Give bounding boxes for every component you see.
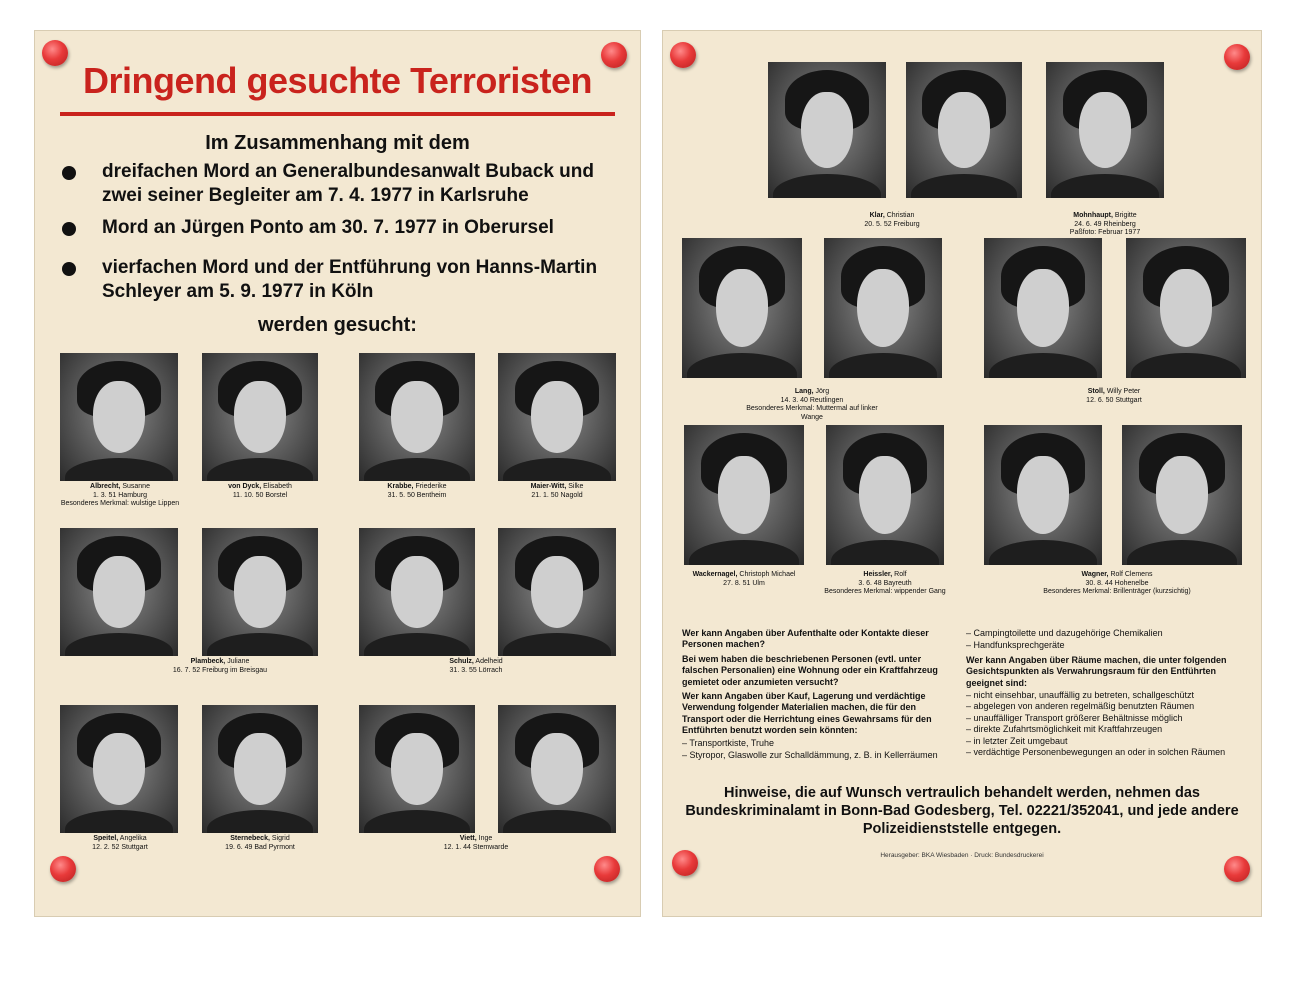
portrait-photo: [202, 353, 318, 481]
person-caption: Wackernagel, Christoph Michael 27. 8. 51 Ulm: [692, 571, 796, 587]
portrait-photo: [682, 238, 802, 378]
publisher-line: Herausgeber: BKA Wiesbaden · Druck: Bundesdruckerei: [880, 852, 1044, 859]
pushpin-icon: [594, 856, 620, 882]
portrait-photo: [1122, 425, 1242, 565]
left-poster-page: [34, 30, 641, 917]
crime-item-2: Mord an Jürgen Ponto am 30. 7. 1977 in Oberursel: [102, 217, 554, 238]
portrait-photo: [359, 528, 475, 656]
intro-text: Im Zusammenhang mit dem: [205, 132, 470, 154]
portrait-photo: [984, 238, 1102, 378]
portrait-photo: [60, 705, 178, 833]
pushpin-icon: [670, 42, 696, 68]
portrait-photo: [1046, 62, 1164, 198]
person-caption: Krabbe, Friederike 31. 5. 50 Bentheim: [387, 483, 447, 499]
bullet-icon: [62, 262, 76, 276]
person-caption: Wagner, Rolf Clemens 30. 8. 44 Hohenelbe Besonderes Merkmal: Brillenträger (kurzsichtig): [1043, 571, 1191, 595]
person-caption: Albrecht, Susanne 1. 3. 51 Hamburg Besonderes Merkmal: wulstige Lippen: [60, 483, 180, 507]
pushpin-icon: [50, 856, 76, 882]
person-caption: Maier-Witt, Silke 21. 1. 50 Nagold: [530, 483, 584, 499]
portrait-photo: [498, 705, 616, 833]
person-caption: Klar, Christian 20. 5. 52 Freiburg: [864, 212, 920, 228]
person-caption: Speitel, Angelika 12. 2. 52 Stuttgart: [92, 835, 148, 851]
portrait-photo: [60, 353, 178, 481]
person-caption: Heissler, Rolf 3. 6. 48 Bayreuth Besonderes Merkmal: wippender Gang: [824, 571, 946, 595]
bullet-icon: [62, 222, 76, 236]
portrait-photo: [826, 425, 944, 565]
questions-column-right: – Campingtoilette und dazugehörige Chemikalien – Handfunksprechgeräte Wer kann Angaben über Räume machen, die unter folgenden Gesichtspunkten als Verwahrungsraum für den Entführten geeignet sind: – nicht einsehbar, unauffällig zu betreten, schallgeschützt – abgelegen von anderen regelmäßig benutzten Räumen – unauffälliger Transport größerer Behältnisse möglich – direkte Zufahrtsmöglichkeit mit Kraftfahrzeugen – in letzter Zeit umgebaut – verdächtige Personenbewegungen an oder in solchen Räumen: [966, 628, 1227, 758]
person-caption: Plambeck, Juliane 16. 7. 52 Freiburg im Breisgau: [172, 658, 268, 674]
contact-notice: Hinweise, die auf Wunsch vertraulich behandelt werden, nehmen das Bundeskriminalamt in Bonn-Bad Godesberg, Tel. 02221/352041, und jede andere Polizeidienststelle entgegen.: [685, 785, 1239, 837]
poster-title: Dringend gesuchte Terroristen: [83, 60, 592, 101]
right-poster-page: [662, 30, 1262, 917]
portrait-photo: [359, 353, 475, 481]
questions-column-left: Wer kann Angaben über Aufenthalte oder Kontakte dieser Personen machen? Bei wem haben die beschriebenen Personen (evtl. unter falschen Personalien) eine Wohnung oder ein Kraftfahrzeug gemietet oder anzumieten versucht? Wer kann Angaben über Kauf, Lagerung und verdächtige Verwendung folgender Materialien machen, die für den Transport oder die Herrichtung eines Gewahrsams für den Entführten benutzt worden sein könnten: – Transportkiste, Truhe – Styropor, Glaswolle zur Schalldämmung, z. B. in Kellerräumen: [682, 628, 938, 761]
portrait-photo: [684, 425, 804, 565]
portrait-photo: [60, 528, 178, 656]
person-caption: Sternebeck, Sigrid 19. 6. 49 Bad Pyrmont: [225, 835, 295, 851]
portrait-photo: [984, 425, 1102, 565]
person-caption: Lang, Jörg 14. 3. 40 Reutlingen Besonderes Merkmal: Muttermal auf linker Wange: [746, 388, 878, 421]
portrait-photo: [498, 528, 616, 656]
portrait-photo: [202, 705, 318, 833]
portrait-photo: [1126, 238, 1246, 378]
portrait-photo: [768, 62, 886, 198]
portrait-photo: [906, 62, 1022, 198]
crime-item-3: vierfachen Mord und der Entführung von Hanns-Martin Schleyer am 5. 9. 1977 in Köln: [102, 257, 598, 302]
person-caption: Viett, Inge 12. 1. 44 Stemwarde: [443, 835, 509, 851]
person-caption: Schulz, Adelheid 31. 3. 55 Lörrach: [449, 658, 503, 674]
portrait-photo: [824, 238, 942, 378]
pushpin-icon: [1224, 856, 1250, 882]
person-caption: Stoll, Willy Peter 12. 6. 50 Stuttgart: [1086, 388, 1142, 404]
portrait-photo: [202, 528, 318, 656]
bullet-icon: [62, 166, 76, 180]
pushpin-icon: [1224, 44, 1250, 70]
portrait-photo: [359, 705, 475, 833]
crime-item-1: dreifachen Mord an Generalbundesanwalt Buback und zwei seiner Begleiter am 7. 4. 1977 in Karlsruhe: [102, 161, 594, 206]
person-caption: Mohnhaupt, Brigitte 24. 6. 49 Rheinberg Paßfoto: Februar 1977: [1069, 212, 1141, 236]
portrait-photo: [498, 353, 616, 481]
wanted-heading: werden gesucht:: [258, 314, 417, 336]
person-caption: von Dyck, Elisabeth 11. 10. 50 Borstel: [228, 483, 292, 499]
title-underline: [60, 112, 615, 116]
